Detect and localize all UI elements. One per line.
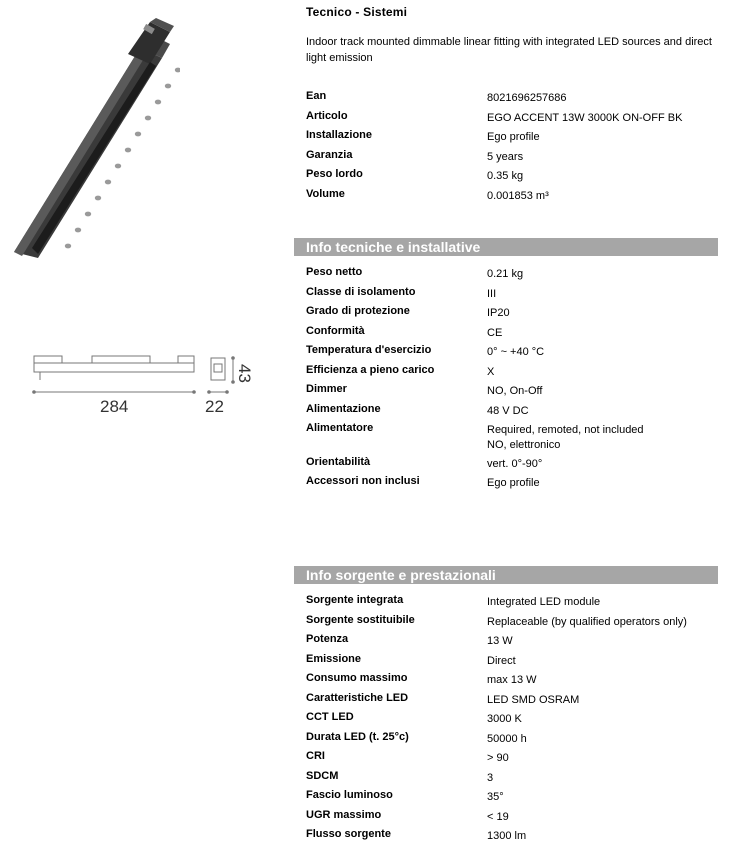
led-dot [175, 68, 180, 73]
spec-label: Dimmer [306, 383, 347, 395]
spec-value: 48 V DC [487, 404, 529, 417]
spec-row [306, 456, 726, 475]
spec-label: Articolo [306, 109, 348, 122]
led-dot [165, 84, 171, 89]
led-dot [85, 212, 91, 217]
spec-row [306, 168, 726, 187]
spec-row [306, 711, 726, 730]
spec-label: Peso netto [306, 266, 363, 278]
spec-label: Temperatura d'esercizio [306, 344, 432, 356]
spec-row [306, 770, 726, 789]
spec-value: LED SMD OSRAM [487, 693, 580, 706]
spec-row [306, 789, 726, 808]
spec-row [306, 383, 726, 402]
spec-value: 3 [487, 771, 494, 784]
spec-value: 0.21 kg [487, 268, 524, 280]
spec-value: Ego profile [487, 131, 540, 143]
spec-row [306, 594, 726, 613]
led-dot [105, 180, 111, 185]
led-dot [95, 196, 101, 201]
spec-label: Grado di protezione [306, 305, 410, 317]
spec-value: III [487, 287, 497, 300]
spec-row [306, 305, 726, 324]
spec-label: Ean [306, 90, 327, 102]
spec-value: 0° ~ +40 °C [487, 346, 545, 358]
section-header-technical: Info tecniche e installative [294, 238, 718, 256]
spec-label: CRI [306, 750, 325, 762]
spec-value: Ego profile [487, 477, 540, 489]
length-dimension: 284 [100, 397, 129, 416]
led-dot [115, 164, 121, 169]
spec-label: Sorgente integrata [306, 594, 404, 606]
spec-row [306, 672, 726, 691]
spec-row [306, 653, 726, 672]
section-header-source: Info sorgente e prestazionali [294, 566, 718, 584]
spec-value: 8021696257686 [487, 92, 567, 104]
spec-row [306, 149, 726, 168]
spec-value: 0.001853 m³ [487, 189, 549, 202]
spec-value: Integrated LED module [487, 596, 601, 608]
spec-row [306, 188, 726, 207]
spec-label: Caratteristiche LED [306, 691, 409, 704]
spec-value: CE [487, 326, 503, 339]
spec-row [306, 90, 726, 109]
spec-label: Volume [306, 187, 345, 200]
spec-label: Consumo massimo [306, 672, 408, 684]
spec-row [306, 828, 726, 847]
spec-row [306, 731, 726, 750]
spec-row [306, 633, 726, 652]
spec-label: Fascio luminoso [306, 789, 393, 801]
spec-row [306, 110, 726, 129]
spec-value: 3000 K [487, 713, 522, 725]
spec-value: EGO ACCENT 13W 3000K ON-OFF BK [487, 111, 683, 124]
spec-label: Durata LED (t. 25°c) [306, 730, 409, 743]
led-dot [125, 148, 131, 153]
spec-label: Emissione [306, 652, 362, 665]
product-image [10, 18, 180, 258]
spec-row [306, 129, 726, 148]
spec-row [306, 364, 726, 383]
spec-label: Efficienza a pieno carico [306, 363, 435, 376]
spec-value: Direct [487, 654, 516, 667]
spec-label: Conformità [306, 324, 365, 337]
spec-label: Garanzia [306, 148, 353, 161]
spec-row [306, 325, 726, 344]
product-description: Indoor track mounted dimmable linear fitting with integrated LED sources and direct light emission [306, 36, 712, 64]
spec-value: vert. 0°-90° [487, 457, 543, 470]
spec-row [306, 286, 726, 305]
spec-row [306, 403, 726, 422]
spec-label: Orientabilità [306, 455, 371, 468]
spec-row [306, 809, 726, 828]
dimension-drawing [28, 350, 258, 420]
spec-row [306, 344, 726, 363]
spec-row [306, 614, 726, 633]
spec-label: Potenza [306, 633, 349, 645]
spec-label: SDCM [306, 769, 339, 782]
spec-value: Required, remoted, not included [487, 424, 644, 436]
width-dimension: 22 [205, 397, 224, 416]
led-dot [155, 100, 161, 105]
spec-label: Accessori non inclusi [306, 475, 420, 487]
spec-value: 5 years [487, 150, 524, 163]
spec-value: IP20 [487, 307, 510, 319]
spec-label: Installazione [306, 129, 373, 141]
spec-label: UGR massimo [306, 808, 382, 821]
spec-value: < 19 [487, 810, 509, 823]
spec-label: Alimentatore [306, 422, 374, 434]
height-dimension: 43 [235, 364, 254, 383]
led-dot [75, 228, 81, 233]
spec-value: 13 W [487, 635, 513, 647]
led-dot [135, 132, 141, 137]
spec-label: Alimentazione [306, 402, 381, 415]
led-dot [145, 116, 151, 121]
spec-label: Sorgente sostituibile [306, 613, 415, 626]
spec-value: 0.35 kg [487, 170, 524, 182]
spec-value: > 90 [487, 752, 509, 764]
spec-value: NO, On-Off [487, 385, 543, 397]
spec-value-extra: NO, elettronico [487, 439, 561, 451]
spec-value: 50000 h [487, 732, 527, 745]
spec-row [306, 475, 726, 494]
spec-value: X [487, 365, 495, 378]
page-title: Tecnico - Sistemi [306, 5, 408, 19]
spec-label: CCT LED [306, 711, 354, 723]
spec-value: 35° [487, 791, 504, 803]
spec-value: 1300 lm [487, 830, 527, 842]
spec-value: max 13 W [487, 674, 537, 686]
spec-row [306, 692, 726, 711]
spec-row [306, 422, 726, 451]
spec-row [306, 266, 726, 285]
spec-value: Replaceable (by qualified operators only) [487, 615, 687, 628]
led-dot [65, 244, 71, 249]
spec-label: Flusso sorgente [306, 828, 391, 840]
spec-label: Peso lordo [306, 168, 363, 180]
spec-row [306, 750, 726, 769]
product-panel [0, 0, 290, 845]
spec-label: Classe di isolamento [306, 285, 416, 298]
